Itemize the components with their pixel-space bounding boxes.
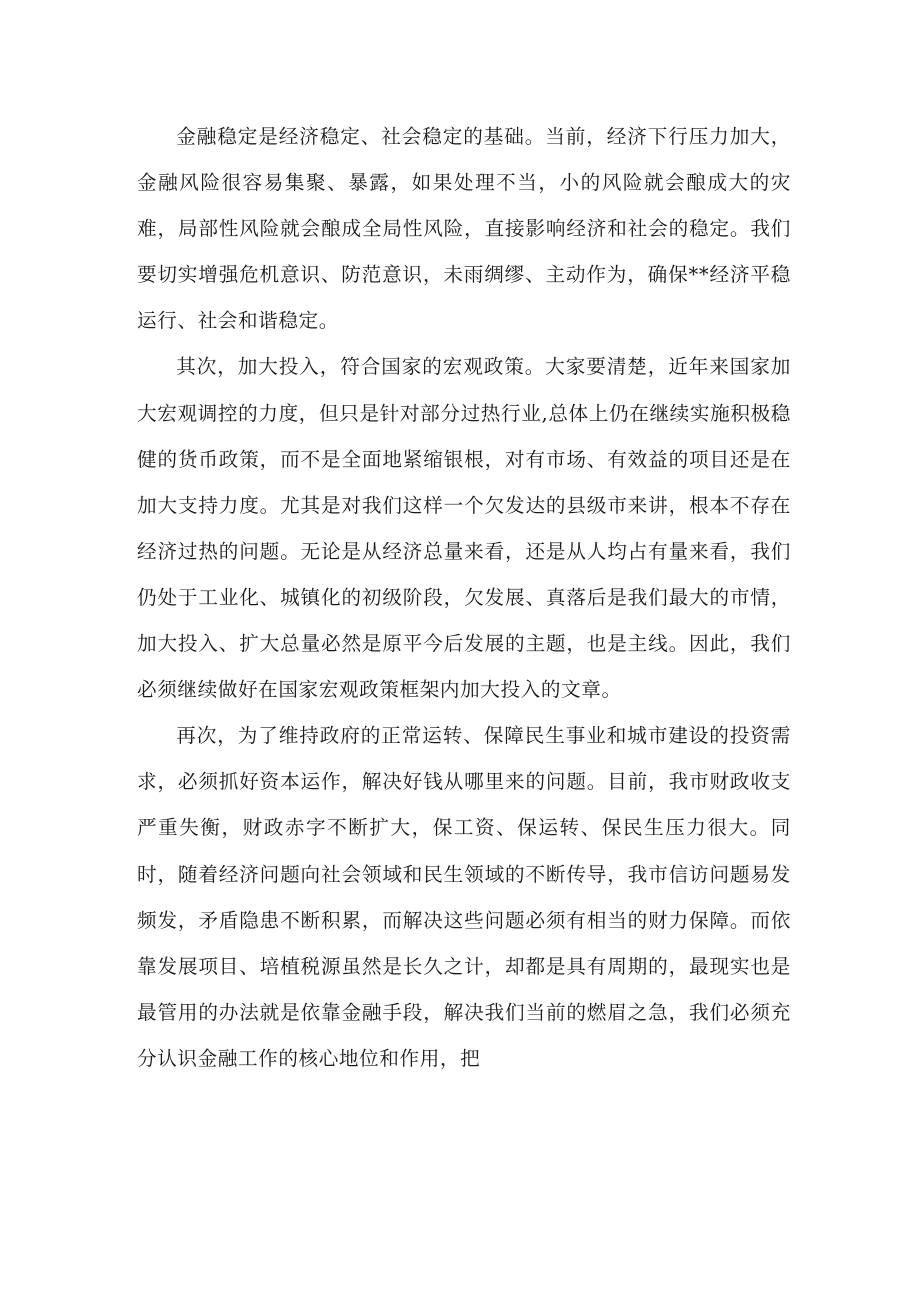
document-body bbox=[137, 114, 791, 1082]
paragraph-increase-investment: 其次，加大投入，符合国家的宏观政策。大家要清楚，近年来国家加大宏观调控的力度，但只是针对部分过热行业,总体上仍在继续实施积极稳健的货币政策，而不是全面地紧缩银根，对有市场、有效益的项目还是在加大支持力度。尤其是对我们这样一个欠发达的县级市来讲，根本不存在经济过热的问题。无论是从经济总量来看，还是从人均占有量来看，我们仍处于工业化、城镇化的初级阶段，欠发展、真落后是我们最大的市情，加大投入、扩大总量必然是原平今后发展的主题，也是主线。因此，我们必须继续做好在国家宏观政策框架内加大投入的文章。 bbox=[137, 355, 791, 702]
paragraph-financial-stability: 金融稳定是经济稳定、社会稳定的基础。当前，经济下行压力加大，金融风险很容易集聚、暴露，如果处理不当，小的风险就会酿成大的灾难，局部性风险就会酿成全局性风险，直接影响经济和社会的稳定。我们要切实增强危机意识、防范意识，未雨绸缪、主动作为，确保**经济平稳运行、社会和谐稳定。 bbox=[137, 125, 791, 333]
paragraph-capital-operation: 再次，为了维持政府的正常运转、保障民生事业和城市建设的投资需求，必须抓好资本运作，解决好钱从哪里来的问题。目前，我市财政收支严重失衡，财政赤字不断扩大，保工资、保运转、保民生压力很大。同时，随着经济问题向社会领域和民生领域的不断传导，我市信访问题易发频发，矛盾隐患不断积累，而解决这些问题必须有相当的财力保障。而依靠发展项目、培植税源虽然是长久之计，却都是具有周期的，最现实也是最管用的办法就是依靠金融手段，解决我们当前的燃眉之急，我们必须充分认识金融工作的核心地位和作用，把 bbox=[137, 724, 791, 1070]
